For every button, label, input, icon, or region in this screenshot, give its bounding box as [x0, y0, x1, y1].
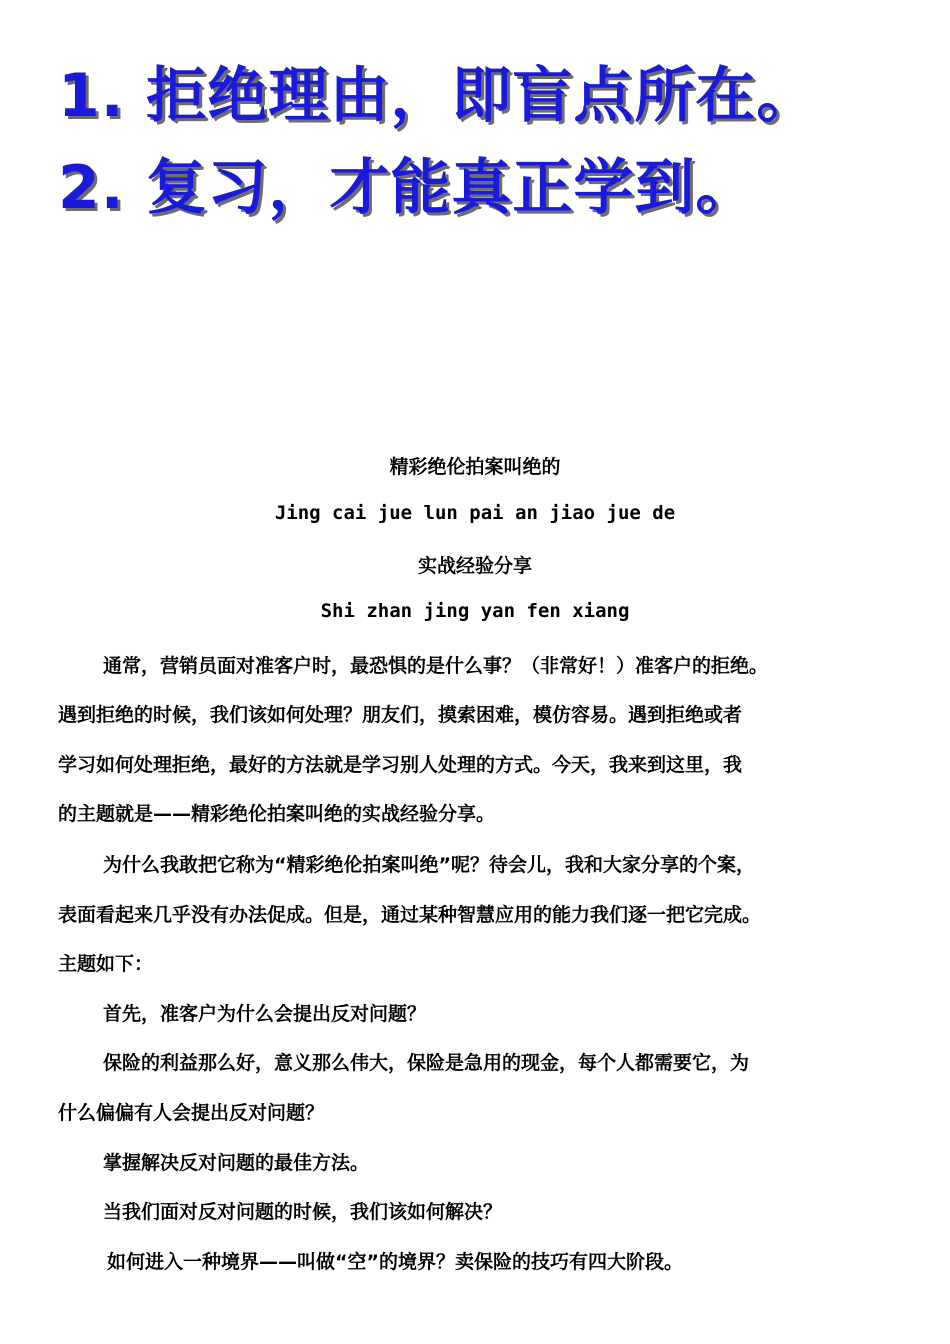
body-line-10: 什么偏偏有人会提出反对问题？ [58, 1102, 325, 1124]
body-line-8: 首先，准客户为什么会提出反对问题？ [103, 1003, 427, 1025]
body-line-4: 的主题就是——精彩绝伦拍案叫绝的实战经验分享。 [58, 803, 496, 825]
headline-2: 2. 复习，才能真正学到。 [58, 153, 757, 223]
body-line-2: 遇到拒绝的时候，我们该如何处理？朋友们，摸索困难，模仿容易。遇到拒绝或者 [58, 704, 743, 726]
body-line-6: 表面看起来几乎没有办法促成。但是，通过某种智慧应用的能力我们逐一把它完成。 [58, 904, 762, 926]
headline-1: 1. 拒绝理由，即盲点所在。 [58, 61, 818, 131]
title-pinyin-line-1: Jing cai jue lun pai an jiao jue de [274, 502, 676, 524]
body-line-11: 掌握解决反对问题的最佳方法。 [103, 1152, 370, 1174]
body-line-3: 学习如何处理拒绝，最好的方法就是学习别人处理的方式。今天，我来到这里，我 [58, 754, 743, 776]
body-line-5: 为什么我敢把它称为“精彩绝伦拍案叫绝”呢？待会儿，我和大家分享的个案， [103, 854, 755, 876]
body-line-1: 通常，营销员面对准客户时，最恐惧的是什么事？（非常好！）准客户的拒绝。 [103, 655, 769, 677]
title-chinese-line-1: 精彩绝伦拍案叫绝的 [389, 456, 561, 478]
body-line-13: 如何进入一种境界——叫做“空”的境界？卖保险的技巧有四大阶段。 [107, 1251, 683, 1273]
body-line-12: 当我们面对反对问题的时候，我们该如何解决？ [103, 1201, 503, 1223]
title-chinese-line-2: 实战经验分享 [417, 555, 532, 577]
title-pinyin-line-2: Shi zhan jing yan fen xiang [320, 600, 630, 622]
body-line-9: 保险的利益那么好，意义那么伟大，保险是急用的现金，每个人都需要它，为 [103, 1052, 750, 1074]
body-line-7: 主题如下： [58, 953, 154, 975]
